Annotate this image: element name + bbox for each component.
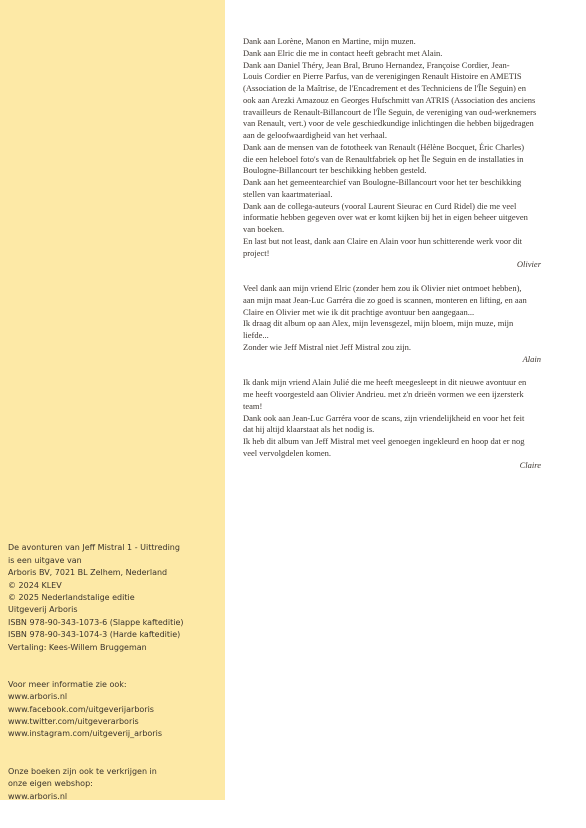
colophon <box>8 530 220 828</box>
colophon-sidebar <box>0 0 225 800</box>
acknowledgement-text: Veel dank aan mijn vriend Elric (zonder hem zou ik Olivier niet ontmoet hebben), aan mijn maat Jean-Luc Garréra die zo goed is scannen, monteren en lifting, en aan Claire en Olivier met wie ik dit prachtige avontuur ben aangegaan... Ik draag dit album op aan Alex, mijn levensgezel, mijn bloem, mijn muze, mijn liefde... Zonder wie Jeff Mistral niet Jeff Mistral zou zijn. <box>243 283 527 352</box>
signature: Alain <box>522 353 541 364</box>
acknowledgement-text: Ik dank mijn vriend Alain Julié die me heeft meegesleept in dit nieuwe avontuur en me heeft voorgesteld aan Olivier Andrieu. met z'n drieën vormen we een ijzersterk team! Dank ook aan Jean-Luc Garréra voor de scans, zijn vriendelijkheid en voor het feit dat hij altijd klaarstaat als het nodig is. Ik heb dit album van Jeff Mistral met veel genoegen ingekleurd en hoop dat er nog veel vervolgdelen komen. <box>243 377 527 458</box>
acknowledgements <box>243 36 561 471</box>
section-gap <box>243 271 561 283</box>
colophon-publication: De avonturen van Jeff Mistral 1 - Uittreding is een uitgave van Arboris BV, 7021 BL Zelhem, Nederland © 2024 KLEV © 2025 Nederlandstalige editie Uitgeverij Arboris ISBN 978-90-343-1073-6 (Slappe kafteditie) ISBN 978-90-343-1074-3 (Harde kafteditie) Vertaling: Kees-Willem Bruggeman <box>8 543 184 652</box>
section-gap <box>243 365 561 377</box>
colophon-links: Voor meer informatie zie ook: www.arboris.nl www.facebook.com/uitgeverijarboris www.twitter.com/uitgeverarboris www.instagram.com/uitgeverij_arboris <box>8 679 162 739</box>
signature: Olivier <box>516 259 541 270</box>
signature: Claire <box>519 459 541 470</box>
acknowledgement-text: Dank aan Lorène, Manon en Martine, mijn muzen. Dank aan Elric die me in contact heeft gebracht met Alain. Dank aan Daniel Théry, Jean Bral, Bruno Hernandez, Françoise Cordier, Jean- Louis Cordier en Pierre Parfus, van de verenigingen Renault Histoire en AMETIS (Association de la Maîtrise, de l'Encadrement et des Techniciens de l'Île Seguin) en ook aan Arezki Amazouz en Georges Hufschmitt van ATRIS (Association des anciens travailleurs de Renault-Billancourt de l'Île Seguin, de vereniging van oud-werknemers van Renault, vert.) voor de vele geschiedkundige inlichtingen die hebben bijgedragen aan de geloofwaardigheid van het verhaal. Dank aan de mensen van de fototheek van Renault (Hélène Bocquet, Éric Charles) die een heleboel foto's van de Renaultfabriek op het Île Seguin en de installaties in Boulogne-Billancourt ter beschikking hebben gesteld. Dank aan het gemeentearchief van Boulogne-Billancourt voor het ter beschikking stellen van kaartmateriaal. Dank aan de collega-auteurs (vooral Laurent Sieurac en Curd Ridel) die me veel informatie hebben gegeven over wat er komt kijken bij het in eigen beheer uitgeven van boeken. En last but not least, dank aan Claire en Alain voor hun schitterende werk voor dit project! <box>243 36 537 258</box>
colophon-webshop: Onze boeken zijn ook te verkrijgen in onze eigen webshop: www.arboris.nl <box>8 766 157 801</box>
acknowledgement-olivier <box>243 36 561 271</box>
acknowledgement-claire <box>243 377 561 471</box>
acknowledgement-alain <box>243 283 561 365</box>
